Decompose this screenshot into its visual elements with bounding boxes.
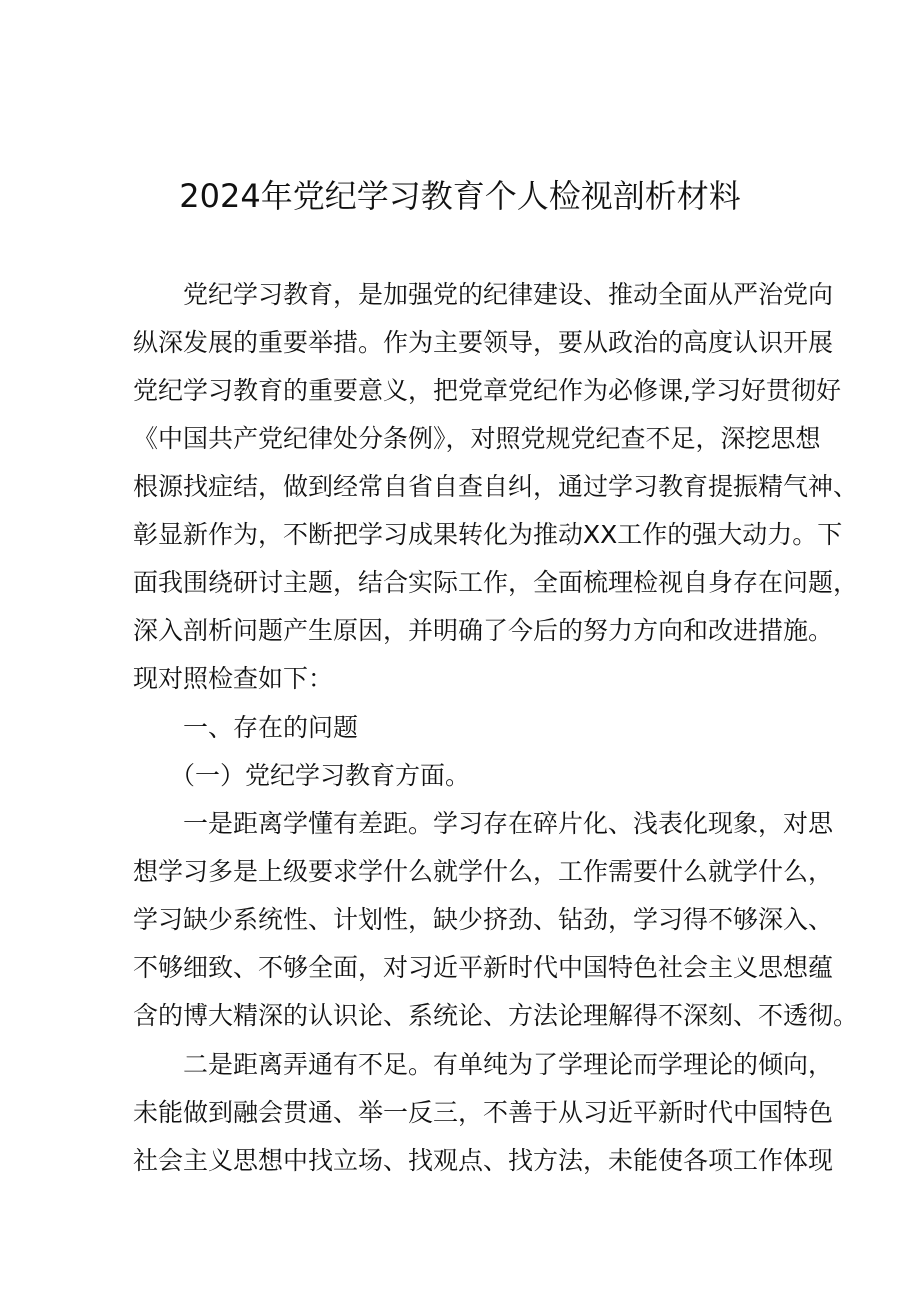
body-line-15: 二是距离弄通有不足。有单纯为了学理论而学理论的倾向， [183, 1050, 834, 1079]
document-title: 2024年党纪学习教育个人检视剖析材料 [179, 177, 741, 215]
body-line-2: 纵深发展的重要举措。作为主要领导，要从政治的高度认识开展 [133, 328, 834, 357]
body-line-4: 《中国共产党纪律处分条例》，对照党规党纪查不足，深挖思想 [133, 424, 821, 453]
body-line-6: 彰显新作为，不断把学习成果转化为推动XX工作的强大动力。下 [133, 520, 843, 549]
body-line-12: 学习缺少系统性、计划性，缺少挤劲、钻劲，学习得不够深入、 [133, 905, 834, 934]
body-line-8: 深入剖析问题产生原因，并明确了今后的努力方向和改进措施。 [133, 616, 834, 645]
body-line-5: 根源找症结，做到经常自省自查自纠，通过学习教育提振精气神、 [133, 472, 859, 501]
body-line-10: 一是距离学懂有差距。学习存在碎片化、浅表化现象，对思 [183, 809, 834, 838]
body-line-16: 未能做到融会贯通、举一反三，不善于从习近平新时代中国特色 [133, 1098, 834, 1127]
body-line-1: 党纪学习教育，是加强党的纪律建设、推动全面从严治党向 [183, 280, 834, 309]
body-line-11: 想学习多是上级要求学什么就学什么，工作需要什么就学什么， [133, 857, 834, 886]
body-line-7: 面我围绕研讨主题，结合实际工作，全面梳理检视自身存在问题， [133, 568, 859, 597]
subsection-heading-1: （一）党纪学习教育方面。 [170, 761, 471, 790]
section-heading-1: 一、存在的问题 [183, 713, 359, 742]
body-line-17: 社会主义思想中找立场、找观点、找方法，未能使各项工作体现 [133, 1146, 834, 1175]
body-line-14: 含的博大精深的认识论、系统论、方法论理解得不深刻、不透彻。 [133, 1001, 859, 1030]
body-line-9: 现对照检查如下： [133, 664, 334, 693]
body-line-3: 党纪学习教育的重要意义，把党章党纪作为必修课,学习好贯彻好 [133, 376, 841, 405]
body-line-13: 不够细致、不够全面，对习近平新时代中国特色社会主义思想蕴 [133, 953, 834, 982]
